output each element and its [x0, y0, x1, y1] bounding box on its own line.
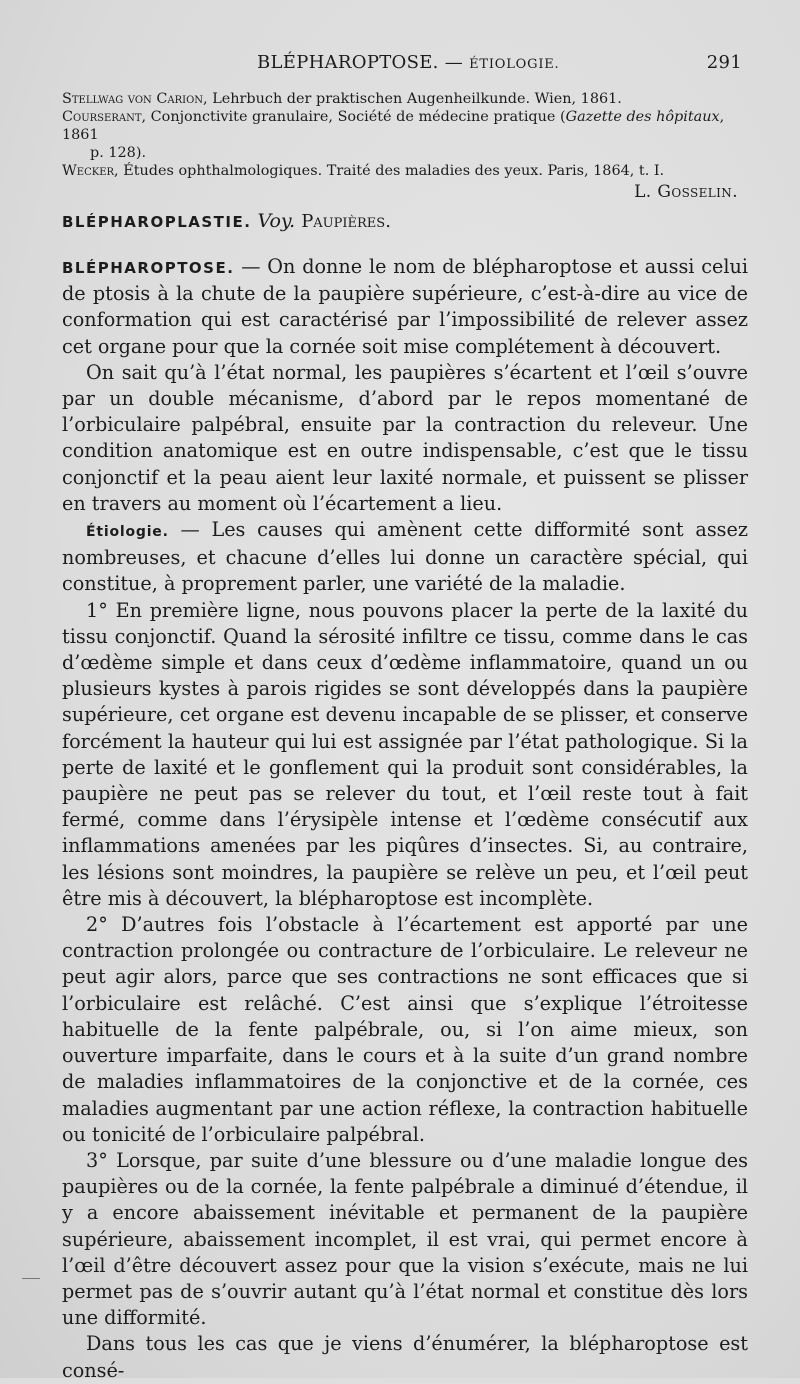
paragraph: Dans tous les cas que je viens d’énumérer, la blépharoptose est consé-	[62, 1332, 748, 1382]
entry-headword: BLÉPHAROPLASTIE.	[62, 213, 252, 231]
reference-text: , Études ophthalmologiques. Traité des maladies des yeux. Paris, 1864, t. I.	[114, 163, 665, 179]
paragraph: 1° En première ligne, nous pouvons placer la perte de la laxité du tissu conjonctif. Quand la sérosité infiltre ce tissu, comme dans le cas d’œdème simple et dans ceux d’œdème inflammatoire, quand un ou plusieurs kystes à parois rigides se sont développés dans la paupière supérieure, cet organe est devenu incapable de se plisser, et conserve forcément la hauteur qui lui est assignée par l’état pathologique. Si la perte de laxité et le gonflement qui la produit sont considérables, la paupière ne peut pas se relever du tout, et l’œil reste tout à fait fermé, comme dans l’érysipèle intense et l’œdème consécutif aux inflammations amenées par les piqûres d’insectes. Si, au contraire, les lésions sont moindres, la paupière se relève un peu, et l’œil peut être mis à découvert, la blépharoptose est incomplète.	[62, 598, 748, 910]
paragraph: On sait qu’à l’état normal, les paupières s’écartent et l’œil s’ouvre par un double mécanisme, d’abord par le repos momentané de l’orbiculaire palpébral, ensuite par la contraction du releveur. Une condition anatomique est en outre indispensable, c’est que le tissu conjonctif et la peau aient leur laxité normale, et puissent se plisser en travers au moment où l’écartement a lieu.	[62, 360, 748, 515]
bibliography	[62, 90, 748, 180]
reference-continuation: p. 128).	[90, 145, 147, 161]
paragraph-text: — On donne le nom de blépharoptose et aussi celui de ptosis à la chute de la paupière supérieure, c’est-à-dire au vice de conformation qui est caractérisé par l’impossibilité de relever assez cet organe pour que la cornée soit mise complétement à découvert.	[62, 255, 748, 358]
signature-initial: L.	[634, 182, 652, 202]
running-head-title	[257, 52, 559, 73]
reference-item	[62, 162, 748, 180]
section-heading: Étiologie.	[86, 524, 169, 541]
article-headword: BLÉPHAROPTOSE.	[62, 259, 235, 277]
reference-item	[62, 108, 748, 162]
paragraph: 2° D’autres fois l’obstacle à l’écartement est apporté par une contraction prolongée ou contracture de l’orbiculaire. Le releveur ne peut agir alors, parce que ses contractions ne sont efficaces que si l’orbiculaire est relâché. C’est ainsi que s’explique l’étroitesse habituelle de la fente palpébrale, ou, si l’on aime mieux, son ouverture imparfaite, dans le cours et à la suite d’un grand nombre de maladies inflammatoires de la conjonctive et de la cornée, ces maladies augmentant par une action réflexe, la contraction habituelle ou tonicité de l’orbiculaire palpébral.	[62, 913, 748, 1146]
reference-author: Stellwag von Carion	[62, 91, 204, 107]
paragraph	[62, 517, 748, 598]
running-head-dash: —	[444, 52, 464, 73]
author-signature	[62, 182, 738, 202]
reference-text-end: , 1861	[62, 109, 725, 143]
article-body	[62, 254, 748, 1384]
page-number: 291	[706, 52, 742, 73]
paragraph	[62, 254, 748, 360]
reference-author: Wecker	[62, 163, 115, 179]
margin-mark	[22, 1278, 40, 1279]
cross-reference-entry	[62, 210, 748, 232]
running-head	[62, 50, 748, 80]
reference-author: Courserant	[62, 109, 142, 125]
running-head-main: BLÉPHAROPTOSE.	[257, 52, 439, 73]
see-target: Paupières.	[301, 211, 391, 232]
reference-text: , Lehrbuch der praktischen Augenheilkunde. Wien, 1861.	[203, 91, 622, 107]
paragraph: 3° Lorsque, par suite d’une blessure ou d’une maladie longue des paupières ou de la cornée, la fente palpébrale a diminué d’étendue, il y a encore abaissement inévitable et permanent de la paupière supérieure, abaissement incomplet, il est vrai, qui permet encore à l’œil d’être découvert assez pour que la vision s’exécute, mais ne lui permet pas de s’ouvrir autant qu’à l’état normal et constitue dès lors une difformité.	[62, 1148, 748, 1330]
paragraph-text: — Les causes qui amènent cette difformité sont assez nombreuses, et chacune d’elles lui donne un caractère spécial, qui constitue, à proprement parler, une variété de la maladie.	[62, 518, 748, 596]
signature-name: Gosselin.	[657, 182, 738, 202]
running-head-section: ÉTIOLOGIE.	[469, 57, 560, 72]
reference-text: , Conjonctivite granulaire, Société de médecine pratique (	[141, 109, 566, 125]
reference-item	[62, 90, 748, 108]
see-label: Voy.	[257, 210, 296, 232]
reference-journal: Gazette des hôpitaux	[565, 109, 720, 125]
